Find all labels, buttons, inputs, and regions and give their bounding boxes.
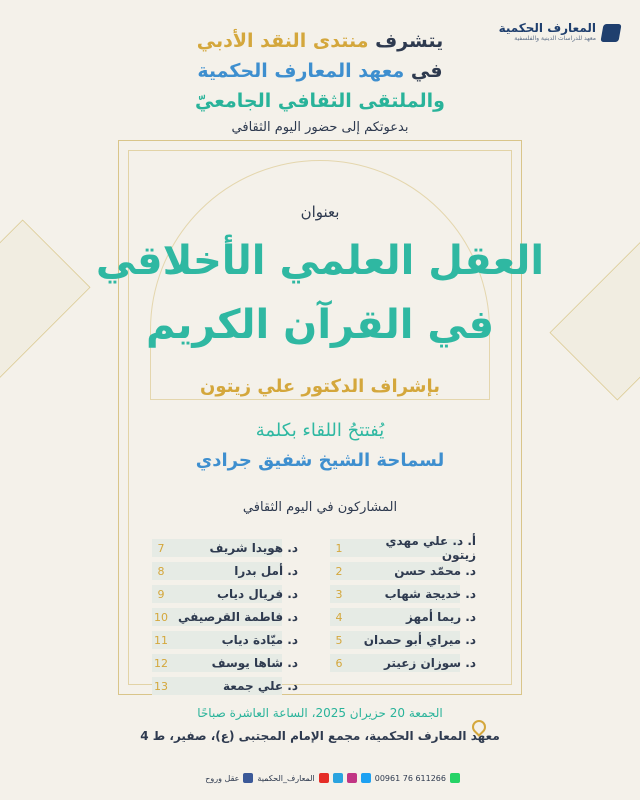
youtube-icon[interactable] (319, 773, 329, 783)
participant-row (330, 606, 480, 628)
participant-row (152, 583, 302, 605)
participant-name: د. فاطمة القرصيفي (177, 610, 298, 624)
opening-speaker: لسماحة الشيخ شفيق جرادي (195, 450, 445, 471)
participant-number: 3 (335, 587, 343, 601)
participant-name: د. ريما أمهز (406, 610, 476, 624)
participant-number: 10 (154, 610, 168, 624)
participants-title: المشاركون في اليوم الثقافي (242, 500, 398, 515)
participant-row (330, 652, 480, 674)
header-line-1-highlight: منتدى النقد الأدبي (196, 30, 369, 52)
participant-row (330, 629, 480, 651)
header-line-2 (0, 60, 640, 82)
participant-name: د. هويدا شريف (209, 541, 298, 555)
twitter-icon[interactable] (361, 773, 371, 783)
header-line-4: بدعوتكم إلى حضور اليوم الثقافي (231, 120, 409, 135)
logo-subtitle: معهد للدراسات الدينية والفلسفية (514, 35, 596, 42)
header-line-1 (0, 30, 640, 52)
participant-number: 11 (154, 633, 168, 647)
social-footer (200, 770, 460, 786)
participant-number: 5 (335, 633, 343, 647)
participant-row (152, 606, 302, 628)
participant-row (330, 583, 480, 605)
participant-name: د. شاها يوسف (211, 656, 298, 670)
participants-column-2 (152, 537, 302, 698)
event-venue: معهد المعارف الحكمية، مجمع الإمام المجتبى (ع)، صفير، ط 4 (140, 729, 500, 743)
footer-extra: عقل وروح (205, 773, 240, 783)
header-line-1-prefix: يتشرف (368, 30, 444, 52)
participant-number: 13 (154, 679, 168, 693)
participant-row (152, 675, 302, 697)
whatsapp-icon[interactable] (450, 773, 460, 783)
participant-row (330, 560, 480, 582)
main-title-line-2: في القرآن الكريم (145, 302, 495, 348)
header-line-2-prefix: في (404, 60, 443, 82)
participant-number: 6 (335, 656, 343, 670)
participant-name: د. محمّد حسن (394, 564, 476, 578)
participant-name: د. أمل بدرا (234, 564, 298, 578)
participant-number: 9 (157, 587, 165, 601)
supervision-line: بإشراف الدكتور علي زيتون (199, 376, 441, 397)
participant-row (152, 560, 302, 582)
participant-number: 7 (157, 541, 165, 555)
participant-number: 1 (335, 541, 343, 555)
participant-row (152, 652, 302, 674)
header-line-2-highlight: معهد المعارف الحكمية (197, 60, 405, 82)
logo-name: المعارف الحكمية (498, 21, 596, 35)
participant-name: د. خديجة شهاب (384, 587, 476, 601)
facebook-icon[interactable] (243, 773, 253, 783)
participant-name: د. ميّادة دياب (221, 633, 298, 647)
participant-name: د. سوزان زعيتر (383, 656, 476, 670)
footer-phone: 00961 76 611266 (374, 773, 446, 783)
participant-name: أ. د. علي مهدي زيتون (385, 534, 476, 562)
participant-name: د. علي جمعة (222, 679, 298, 693)
participant-name: د. فريال دياب (216, 587, 298, 601)
participant-number: 12 (154, 656, 168, 670)
header-line-3: والملتقى الثقافي الجامعيّ (195, 90, 445, 112)
instagram-icon[interactable] (347, 773, 357, 783)
participant-number: 4 (335, 610, 343, 624)
participants-column-1 (330, 534, 480, 675)
event-date: الجمعة 20 حزيران 2025، الساعة العاشرة صباحًا (197, 706, 443, 720)
participant-row (152, 629, 302, 651)
opening-line: يُفتتحُ اللقاء بكلمة (255, 420, 385, 441)
participant-number: 2 (335, 564, 343, 578)
participant-row (330, 534, 480, 562)
participant-name: د. ميراي أبو حمدان (363, 633, 476, 647)
participant-row (152, 537, 302, 559)
footer-handle: المعارف_الحكمية (257, 773, 315, 783)
telegram-icon[interactable] (333, 773, 343, 783)
title-label: بعنوان (300, 203, 340, 221)
participant-number: 8 (157, 564, 165, 578)
main-title-line-1: العقل العلمي الأخلاقي (95, 238, 545, 284)
